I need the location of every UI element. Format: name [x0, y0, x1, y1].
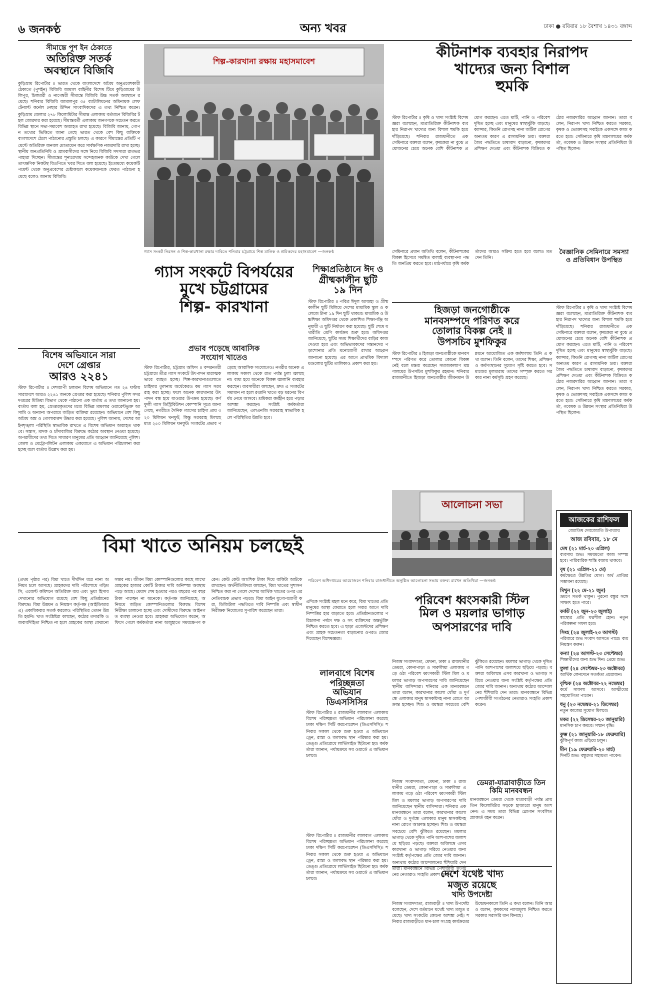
horoscope-text: নতুন কাজের সুযোগ মিলবে।	[560, 709, 609, 714]
article-holiday	[308, 266, 388, 528]
pesticide-side-body: সেমিনারে প্রধান অতিথি বলেন, কীটনাশকের বিকল্প হিসেবে সমন্বিত বালাই ব্যবস্থাপনা পদ্ধতি জনপ্রিয় করতে হবে। মাঠপর্যায়ে কৃষি কর্মকর্তাদের আরও সক্রিয় হতে হবে বলেও মত দেন তিনি।	[392, 250, 552, 268]
dengue-headline-line4: ডিএসসিসির	[326, 697, 368, 708]
horoscope-text: পরিবারে শুভ সংবাদ আসতে পারে। ব্যয় নিয়ন্ত্রণ করুন।	[560, 637, 628, 648]
gas-headline-line3: শিল্প- কারখানা	[179, 297, 269, 316]
horoscope-item	[560, 547, 628, 565]
horoscope-sign: সিংহ (২৪ জুলাই-২৩ আগস্ট)	[560, 631, 618, 636]
pesticide-body: স্টাফ রিপোর্টার ॥ কৃষি ও খাদ্য সংশ্লিষ্ট বিশেষজ্ঞরা বলেছেন, মাত্রাতিরিক্ত কীটনাশক ব্যবহার নিরাপদ খাদ্যের জন্য বিশাল হুমকি হয়ে দাঁড়িয়েছে। শনিবার রাজধানীতে এক সেমিনারে বক্তারা বলেন, কৃষকেরা না বুঝে প্রয়োজনের চেয়ে অনেক বেশি কীটনাশক প্রয়োগ করছেন। এতে মাটি, পানি ও পরিবেশ দূষিত হচ্ছে এবং মানুষের স্বাস্থ্যঝুঁকি বাড়ছে। ক্যান্সার, কিডনি রোগসহ নানা জটিল রোগের অন্যতম কারণ এ রাসায়নিক দ্রব্য। বক্তারা জৈব পদ্ধতিতে চাষাবাদ বাড়ানো, কৃষকদের প্রশিক্ষণ দেওয়া এবং কীটনাশক বিক্রিতে কঠোর নজরদারির আহ্বান জানান। তারা বলেন, নিরাপদ খাদ্য নিশ্চিত করতে সরকার, কৃষক ও ভোক্তাসহ সবাইকে একসঙ্গে কাজ করতে হবে। সেমিনারে কৃষি মন্ত্রণালয়ের কর্মকর্তা, গবেষক ও উন্নয়ন সংস্থার প্রতিনিধিরা উপস্থিত ছিলেন।	[392, 116, 632, 153]
page-number: ৬ জনকণ্ঠ	[18, 23, 61, 36]
article-drive	[18, 352, 140, 552]
rally-photo-graphic	[144, 44, 384, 247]
horoscope-item	[560, 652, 628, 664]
article-insurance	[18, 536, 388, 574]
dengue-headline-line1: লালবাগে বিশেষ	[319, 669, 375, 679]
horoscope-sign: ধনু (২৩ নভেম্বর-২১ ডিসেম্বর)	[560, 703, 619, 708]
horoscope-box	[556, 510, 632, 984]
holiday-headline-line1: শিক্ষাপ্রতিষ্ঠানে ঈদ ও	[312, 265, 384, 275]
food-headline-line2: মজুত রয়েছে	[447, 879, 497, 891]
horoscope-item	[560, 682, 628, 700]
dengue-body: স্টাফ রিপোর্টার ॥ রাজধানীর লালবাগ এলাকায় বিশেষ পরিচ্ছন্নতা অভিযান পরিচালনা করেছে ঢাকা দক্ষিণ সিটি করপোরেশন (ডিএসসিসি)। শনিবার সকাল থেকে শুরু হওয়া এ অভিযানে ড্রেন, রাস্তা ও জলাবদ্ধ স্থান পরিষ্কার করা হয়। ডেঙ্গু প্রতিরোধে লার্ভিসাইড ছিটানো হয়। কর্মকর্তারা জানান, পর্যায়ক্রমে সব ওয়ার্ডে এ অভিযান চলবে।	[306, 711, 388, 760]
pesticide-headline-line1: কীটনাশক ব্যবহার নিরাপদ	[436, 43, 588, 61]
steel-headline-line1: পরিবেশ ধ্বংসকারী স্টিল	[414, 593, 530, 607]
gas-subhead-line1: প্রভাব পড়েছে আবাসিক	[188, 344, 260, 353]
horoscope-sign: বৃষ (২১ এপ্রিল-২১ মে)	[560, 568, 606, 573]
steel-sidebar-body: মানববন্ধনে ডেমরা থেকে যাত্রাবাড়ী পর্যন্ত প্রায় তিন কিলোমিটার সড়কে হাজারো মানুষ অংশ নেন। এ সময় তারা বিভিন্ন স্লোগান সংবলিত প্ল্যাকার্ড বহন করেন।	[470, 797, 552, 822]
horoscope-item	[560, 667, 628, 679]
horoscope-sign: মিথুন (২২ মে-২১ জুন)	[560, 589, 606, 594]
horoscope-item	[560, 589, 628, 607]
pesticide-headline-line3: হুমকি	[495, 76, 529, 95]
steel-headline-line2: মিল ও ময়লার ভাগাড়	[419, 606, 525, 621]
insurance-body: (প্রথম পৃষ্ঠার পর) বিমা খাতে দীর্ঘদিন ধরে নানা অনিয়ম চলে আসছে। গ্রাহকদের দাবি পরিশোধে গড়িমসি, এজেন্ট কমিশনে অতিরিক্ত ব্যয় এবং ভুয়া হিসাব দেখানোর অভিযোগ রয়েছে বেশ কিছু প্রতিষ্ঠানের বিরুদ্ধে। বিমা উন্নয়ন ও নিয়ন্ত্রণ কর্তৃপক্ষ (আইডিআরএ) একাধিকবার সতর্ক করলেও পরিস্থিতির তেমন উন্নতি হয়নি। খাত সংশ্লিষ্টরা বলছেন, কঠোর তদারকি ও জবাবদিহিতা নিশ্চিত না হলে গ্রাহকের আস্থা ফেরানো সম্ভব নয়। জীবন বিমা কোম্পানিগুলোর কাছে লাখো গ্রাহকের হাজার কোটি টাকার দাবি অনিষ্পন্ন অবস্থায় পড়ে আছে। মেয়াদ শেষ হওয়ার পরও বছরের পর বছর টাকা পাচ্ছেন না অনেকে। কর্তৃপক্ষ জানিয়েছে, অনিয়মে জড়িত কোম্পানিগুলোর বিরুদ্ধে বিশেষ নিরীক্ষা চালানো হচ্ছে এবং দোষীদের বিরুদ্ধে আইনগত ব্যবস্থা নেওয়া হবে। গ্রাহকরা অভিযোগ করেন, অফিসে গেলে কর্মকর্তারা নানা অজুহাতে সময়ক্ষেপণ করেন। কেউ কেউ আংশিক টাকা দিয়ে বাকিটা আটকে রাখছেন। অর্থনীতিবিদরা বলছেন, বিমা খাতের সুশাসন নিশ্চিত করা না গেলে দেশের আর্থিক খাতের ওপর এর নেতিবাচক প্রভাব পড়বে। বিমা আইন যুগোপযোগী করা, ডিজিটাল পদ্ধতিতে দাবি নিষ্পত্তি এবং স্বাধীন নিরীক্ষক নিয়োগের সুপারিশ করেছেন তারা।	[18, 578, 302, 627]
horoscope-text: কর্মক্ষেত্রে উন্নতির যোগ। অর্থ প্রাপ্তির সম্ভাবনা রয়েছে।	[560, 574, 628, 585]
steel-sidebar	[470, 780, 552, 860]
horoscope-date: আজ রবিবার, ১৮ মে	[570, 537, 618, 543]
hijra-headline-line2: মানবসম্পদে পরিণত করে	[424, 315, 520, 327]
pesticide-continue: স্টাফ রিপোর্টার ॥ কৃষি ও খাদ্য সংশ্লিষ্ট বিশেষজ্ঞরা বলেছেন, মাত্রাতিরিক্ত কীটনাশক ব্যবহার নিরাপদ খাদ্যের জন্য বিশাল হুমকি হয়ে দাঁড়িয়েছে। শনিবার রাজধানীতে এক সেমিনারে বক্তারা বলেন, কৃষকেরা না বুঝে প্রয়োজনের চেয়ে অনেক বেশি কীটনাশক প্রয়োগ করছেন। এতে মাটি, পানি ও পরিবেশ দূষিত হচ্ছে এবং মানুষের স্বাস্থ্যঝুঁকি বাড়ছে। ক্যান্সার, কিডনি রোগসহ নানা জটিল রোগের অন্যতম কারণ এ রাসায়নিক দ্রব্য। বক্তারা জৈব পদ্ধতিতে চাষাবাদ বাড়ানো, কৃষকদের প্রশিক্ষণ দেওয়া এবং কীটনাশক বিক্রিতে কঠোর নজরদারির আহ্বান জানান। তারা বলেন, নিরাপদ খাদ্য নিশ্চিত করতে সরকার, কৃষক ও ভোক্তাসহ সবাইকে একসঙ্গে কাজ করতে হবে। সেমিনারে কৃষি মন্ত্রণালয়ের কর্মকর্তা, গবেষক ও উন্নয়ন সংস্থার প্রতিনিধিরা উপস্থিত ছিলেন।	[556, 306, 632, 417]
horoscope-item	[560, 631, 628, 649]
article-steel	[392, 594, 552, 660]
steel-headline-line3: অপসারণের দাবি	[432, 619, 512, 634]
issue-date: ঢাকা ● রবিবার ১৮ বৈশাখ ১৪৩১ বঙ্গাব্দ	[543, 24, 632, 30]
article-pesticide	[392, 44, 632, 114]
horoscope-sign: কর্কট (২২ জুন-২৩ জুলাই)	[560, 610, 613, 615]
drive-headline-line1: বিশেষ অভিযানে সারা	[42, 351, 116, 361]
horoscope-list	[560, 547, 628, 760]
holiday-headline-line2: গ্রীষ্মকালীন ছুটি	[318, 274, 378, 286]
horoscope-text: আর্থিক লেনদেনে সতর্কতা প্রয়োজন।	[560, 673, 623, 678]
drive-body: স্টাফ রিপোর্টার ॥ দেশব্যাপী চলমান বিশেষ অভিযানে গত ২৪ ঘণ্টায় সারাদেশে আরও ২২৪১ জনকে গ্রেপ্তার করা হয়েছে। শনিবার পুলিশ সদর দপ্তরের মিডিয়া বিভাগ থেকে পাঠানো এক বার্তায় এ তথ্য জানানো হয়। বার্তায় বলা হয়, গ্রেপ্তারকৃতদের মধ্যে বিভিন্ন মামলার ওয়ারেন্টভুক্ত আসামি ও অন্যান্য অপরাধে জড়িত ব্যক্তিরা রয়েছেন। অভিযানে বেশ কিছু অবৈধ অস্ত্র ও গোলাবারুদ উদ্ধার করা হয়েছে। পুলিশ জানায়, দেশের আইনশৃঙ্খলা পরিস্থিতি স্বাভাবিক রাখতে এ বিশেষ অভিযান অব্যাহত থাকবে। সন্ত্রাস, মাদক ও চাঁদাবাজির বিরুদ্ধে কঠোর অবস্থান নেওয়া হয়েছে। অপরাধীদের তথ্য দিতে সাধারণ মানুষের প্রতি আহ্বান জানিয়েছে পুলিশ। জেলা ও মেট্রোপলিটন এলাকায় একযোগে এ অভিযান পরিচালনা করা হচ্ছে বলে বার্তায় উল্লেখ করা হয়।	[18, 386, 140, 454]
divider-left-1	[18, 348, 140, 349]
horoscope-item	[560, 703, 628, 715]
rally-photo	[144, 44, 384, 247]
horoscope-title: আজকের রাশিফল	[560, 513, 628, 527]
dengue-headline-line3: অভিযান	[332, 688, 362, 699]
horoscope-text: কর্মে সাফল্য আসবে। আত্মীয়ের সহযোগিতা পাবেন।	[560, 688, 628, 699]
holiday-headline-line3: ১৯ দিন	[333, 285, 363, 297]
border-headline-line2: অবস্থানে বিজিবি	[44, 64, 114, 77]
horoscope-item	[560, 568, 628, 586]
horoscope-sign: তুলা (২৪ সেপ্টেম্বর-২৩ অক্টোবর)	[560, 667, 625, 672]
rally-banner-text: শিল্প-কারখানা রক্ষায় মহাসমাবেশ	[213, 57, 315, 66]
horoscope-text: স্বাস্থ্যের প্রতি যত্নশীল হোন। নতুন পরিকল্পনা সফল হবে।	[560, 616, 628, 627]
masthead-rule	[18, 40, 632, 41]
border-headline-line1: অতিরিক্ত সতর্ক	[46, 53, 112, 65]
article-border	[18, 44, 140, 346]
masthead	[18, 18, 632, 40]
article-dengue	[306, 600, 388, 830]
hijra-headline-line3: তোলার বিকল্প নেই ॥	[432, 326, 512, 338]
section-title: অন্য খবর	[299, 21, 347, 35]
pesticide-headline-line2: খাদ্যের জন্য বিশাল	[454, 59, 570, 78]
food-headline-line1: দেশে যথেষ্ট খাদ্য	[440, 869, 504, 880]
insurance-headline: বিমা খাতে অনিয়ম চলছেই	[102, 535, 304, 557]
insurance-body-continued: এদিকে সংশ্লিষ্ট মহল মনে করে, বিমা খাতের প্রতি মানুষের আস্থা ফেরাতে হলে সবার আগে দাবি নিষ্পত্তির হার বাড়াতে হবে। প্রতিষ্ঠানগুলোর পরিচালনা পর্ষদে দক্ষ ও সৎ ব্যক্তিদের অন্তর্ভুক্তি নিশ্চিত করতে হবে। এ ছাড়া এজেন্টদের প্রশিক্ষণ এবং গ্রাহক সচেতনতা বাড়ানোর ওপরও জোর দিয়েছেন বিশেষজ্ঞরা।	[306, 600, 388, 643]
horoscope-sign: মকর (২২ ডিসেম্বর-২০ জানুয়ারি)	[560, 718, 625, 723]
horoscope-sign: মেষ (২১ মার্চ-২০ এপ্রিল)	[560, 547, 610, 552]
hijra-headline-line1: হিজড়া জনগোষ্ঠীকে	[434, 305, 510, 316]
horoscope-sign: কন্যা (২৪ আগস্ট-২৩ সেপ্টেম্বর)	[560, 652, 623, 657]
horoscope-item	[560, 748, 628, 760]
holiday-body: স্টাফ রিপোর্টার ॥ পবিত্র ঈদুল আজহা ও গ্রীষ্মকালীন ছুটি মিলিয়ে দেশের মাধ্যমিক স্কুল ও কলেজে টানা ১৯ দিন ছুটি থাকবে। মাধ্যমিক ও উচ্চশিক্ষা অধিদপ্তর থেকে প্রকাশিত শিক্ষাপঞ্জি অনুযায়ী এ ছুটি নির্ধারণ করা হয়েছে। ছুটি শেষে যথারীতি শ্রেণি কার্যক্রম শুরু হবে। অধিদপ্তর জানিয়েছে, ছুটির সময় শিক্ষার্থীদের বাড়ির কাজ দেওয়া হবে এবং অভিভাবকদের সন্তানদের পড়াশোনার প্রতি মনোযোগী রাখার আহ্বান জানানো হয়েছে। এর আগে প্রাথমিক বিদ্যালয়গুলোর ছুটির তালিকাও প্রকাশ করা হয়।	[308, 299, 388, 367]
divider-food	[392, 866, 552, 867]
dengue-headline-line2: পরিচ্ছন্নতা	[329, 678, 365, 689]
food-body: নিজস্ব সংবাদদাতা, রাজবাড়ী ॥ খাদ্য উপদেষ্টা বলেছেন, দেশে বর্তমানে যথেষ্ট খাদ্য মজুত রয়েছে। খাদ্য সংকটের কোনো আশঙ্কা নেই। শনিবার রাজবাড়ীতে ধান-চাল সংগ্রহ কার্যক্রমের উদ্বোধনকালে তিনি এ কথা বলেন। তিনি আরও বলেন, কৃষকদের ন্যায্যমূল্য নিশ্চিত করতে সরকার সরাসরি ধান কিনছে।	[392, 901, 552, 926]
steel-body: নিজস্ব সংবাদদাতা, মেঘনা, ঢাকা ॥ রাজধানীর ডেমরা, কোনাপাড়া ও সারুলিয়া এলাকায় গড়ে ওঠা পরিবেশ ধ্বংসকারী স্টিল মিল ও ময়লার ভাগাড় অপসারণের দাবি জানিয়েছেন স্থানীয় বাসিন্দারা। শনিবার এক মানববন্ধনে তারা বলেন, কারখানার কালো ধোঁয়া ও দুর্গন্ধে এলাকার মানুষ শ্বাসকষ্টসহ নানা রোগে আক্রান্ত হচ্ছেন। শিশু ও বয়স্করা সবচেয়ে বেশি ঝুঁকিতে রয়েছেন। ময়লার ভাগাড় থেকে দূষিত পানি আশপাশের জলাশয়ে ছড়িয়ে পড়ছে। বক্তারা অবিলম্বে এসব কারখানা ও ভাগাড় সরিয়ে নেওয়ার জন্য সংশ্লিষ্ট কর্তৃপক্ষের প্রতি জোর দাবি জানান। অন্যথায় কঠোর আন্দোলনের হুঁশিয়ারি দেন তারা। মানববন্ধনে বিভিন্ন পেশাজীবী সংগঠনের নেতারাও সংহতি প্রকাশ করেন।	[392, 660, 552, 709]
hijra-body: স্টাফ রিপোর্টার ॥ হিজড়া জনগোষ্ঠীকে মানবসম্পদে পরিণত করে তোলার কোনো বিকল্প নেই বলে মন্তব্য করেছেন সমাজকল্যাণ মন্ত্রণালয়ের উপসচিব মুশফিকুর রহমান। শনিবার রাজধানীতে হিজড়া জনগোষ্ঠীর জীবনমান উন্নয়নে আয়োজিত এক কর্মশালায় তিনি এ কথা বলেন। তিনি বলেন, তাদের শিক্ষা, প্রশিক্ষণ ও কর্মসংস্থানের সুযোগ সৃষ্টি করতে হবে। সমাজের মূলধারায় তাদের সম্পৃক্ত করতে সরকার নানা কর্মসূচি গ্রহণ করেছে।	[392, 351, 552, 382]
horoscope-byline: জ্যোতিষ দেবজ্যোতি উপাধ্যায়	[568, 529, 620, 534]
meeting-caption: পরিবেশ অধিদপ্তরের আয়োজনে শনিবার রাজধানীতে অনুষ্ঠিত আলোচনা সভায় বক্তব্য রাখেন অতিথিরা —জনকণ্ঠ	[308, 578, 496, 583]
hijra-headline-line4: উপসচিব মুশফিকুর	[437, 336, 507, 348]
border-body: কুড়িগ্রাম রিপোর্টার ॥ ভারত থেকে বাংলাদেশে অবৈধ অনুপ্রবেশকারী ঠেকাতে (পুশইন) বিজিবি জামাল বাহিনীর বিশেষ টিমে কুড়িগ্রামের উলিপুর, চিলমারী ও নাগেশ্বরী সীমান্তে বিজিবি উচ্চ সতর্ক অবস্থানে রয়েছে। শনিবার বিজিবি জামালপুর ৩৫ ব্যাটালিয়নের অধিনায়ক লেফটেন্যান্ট কর্নেল নেছার উদ্দিন সাংবাদিকদের এ তথ্য নিশ্চিত করেন। কুড়িগ্রাম জেলার ২৭৮ কিলোমিটার সীমান্ত এলাকায় বর্তমানে বিজিবির টহল জোরদার করা হয়েছে। সীমান্তবর্তী এলাকায় জনগণকে সচেতন করতে বিভিন্ন স্থানে সভা-সমাবেশ অব্যাহত রাখা হয়েছে। বিজিবি জানায়, গোপন তথ্যের ভিত্তিতে জানা গেছে ভারত থেকে বেশ কিছু ব্যক্তিকে বাংলাদেশে ঠেলে পাঠানোর প্রস্তুতি চলছে। এ কারণে সীমান্তের প্রতিটি পয়েন্টে অতিরিক্ত জনবল মোতায়েন করে সার্বক্ষণিক নজরদারি রাখা হচ্ছে। স্থানীয় জনপ্রতিনিধি ও গ্রামবাসীদের সঙ্গে নিয়ে বিজিবি সদস্যরা রাতভর পাহারা দিচ্ছেন। সীমান্তের শূন্যরেখায় সন্দেহজনক কাউকে দেখা গেলে তাৎক্ষণিক নিকটস্থ বিওপিতে খবর দিতে বলা হয়েছে। ইতোমধ্যে কয়েকটি পয়েন্ট থেকে অনুপ্রবেশের চেষ্টাকালে কয়েকজনকে ফেরত পাঠানো হয়েছে বলেও জানায় বিজিবি।	[18, 81, 141, 180]
gas-headline-line2: মুখে চট্টগ্রামের	[179, 280, 269, 299]
steel-sidebar-line1: ডেমরা-যাত্রাবাড়ীতে তিন	[476, 779, 546, 787]
meeting-banner-text: আলোচনা সভা	[441, 500, 503, 511]
divider-right-1	[392, 302, 632, 303]
article-food	[392, 870, 552, 980]
border-kicker: সীমান্তে পুশ ইন ঠেকাতে	[46, 44, 112, 52]
horoscope-item	[560, 610, 628, 628]
horoscope-sign: মীন (১৯ ফেব্রুয়ারি-২০ মার্চ)	[560, 748, 616, 753]
dengue-body-continued: স্টাফ রিপোর্টার ॥ রাজধানীর লালবাগ এলাকায় বিশেষ পরিচ্ছন্নতা অভিযান পরিচালনা করেছে ঢাকা দক্ষিণ সিটি করপোরেশন (ডিএসসিসি)। শনিবার সকাল থেকে শুরু হওয়া এ অভিযানে ড্রেন, রাস্তা ও জলাবদ্ধ স্থান পরিষ্কার করা হয়। ডেঙ্গু প্রতিরোধে লার্ভিসাইড ছিটানো হয়। কর্মকর্তারা জানান, পর্যায়ক্রমে সব ওয়ার্ডে এ অভিযান চলবে।	[306, 834, 388, 883]
meeting-photo	[392, 490, 552, 576]
horoscope-item	[560, 718, 628, 730]
gas-headline-line1: গ্যাস সংকটে বিপর্যয়ের	[154, 263, 294, 281]
food-headline-line3: খাদ্য উপদেষ্টা	[451, 890, 493, 900]
horoscope-sign: বৃশ্চিক (২৪ অক্টোবর-২২ নভেম্বর)	[560, 682, 625, 687]
gas-subhead	[164, 344, 284, 362]
horoscope-item	[560, 733, 628, 745]
horoscope-text: শিক্ষার্থীদের জন্য শুভ দিন। প্রেমে শুভ।	[560, 658, 626, 663]
gas-subhead-line2: সংযোগ খাতেও	[200, 353, 248, 362]
rally-caption: গ্যাস সংকট নিরসন ও শিল্প-কারখানা রক্ষার দাবিতে শনিবার চট্টগ্রামে শিল্প মালিক ও শ্রমিকদের মহাসমাবেশ —জনকণ্ঠ	[144, 249, 335, 254]
divider-bottom	[18, 532, 388, 533]
gas-body: স্টাফ রিপোর্টার, চট্টগ্রাম অফিস ॥ বন্দরনগরী চট্টগ্রামে তীব্র গ্যাস সংকটে উৎপাদন মারাত্মকভাবে ব্যাহত হচ্ছে। শিল্প-কারখানাগুলোতে চাহিদার তুলনায় অর্ধেকেরও কম গ্যাস সরবরাহ করা হচ্ছে। ফলে অনেক কারখানার উৎপাদন বন্ধ হয়ে যাওয়ার উপক্রম হয়েছে। কর্ণফুলী গ্যাস ডিস্ট্রিবিউশন কোম্পানি সূত্রে জানা গেছে, নগরীতে দৈনিক গ্যাসের চাহিদা প্রায় ৩২০ মিলিয়ন ঘনফুট, কিন্তু সরবরাহ মিলছে মাত্র ২৫০ মিলিয়ন ঘনফুট। সংকটের প্রভাব পড়েছে আবাসিক সংযোগেও। নগরীর অনেক এলাকায় সকাল থেকে রাত পর্যন্ত চুলা জ্বলছে না। বাধ্য হয়ে অনেকে বিকল্প জ্বালানি ব্যবহার করছেন। ব্যবসায়ীরা বলছেন, দ্রুত এ সংকটের সমাধান না হলে রপ্তানি খাতে বড় ধরনের বিপর্যয় নেমে আসবে। শ্রমিকরা কর্মহীন হয়ে পড়ার আশঙ্কা করছেন। সংশ্লিষ্ট কর্মকর্তারা জানিয়েছেন, এলএনজি সরবরাহ স্বাভাবিক হলে পরিস্থিতির উন্নতি হবে।	[144, 366, 304, 427]
horoscope-text: ব্যবসায় শুভ। সময়মতো কাজ সম্পন্ন হবে। পারিবারিক শান্তি বজায় থাকবে।	[560, 553, 628, 564]
horoscope-text: ভ্রমণে সতর্ক থাকুন। পুরনো বন্ধুর সঙ্গে সাক্ষাৎ হতে পারে।	[560, 595, 628, 606]
steel-sidebar-line2: কিমি মানববন্ধন	[489, 786, 533, 795]
horoscope-text: ঝুঁকিপূর্ণ কাজ এড়িয়ে চলুন।	[560, 739, 607, 744]
drive-headline-line2: দেশে গ্রেপ্তার	[57, 360, 101, 371]
horoscope-text: মানসিক চাপ কমবে। সম্মান বৃদ্ধি।	[560, 724, 615, 729]
article-hijra	[392, 306, 552, 486]
steel-body-continued: নিজস্ব সংবাদদাতা, মেঘনা, ঢাকা ॥ রাজধানীর ডেমরা, কোনাপাড়া ও সারুলিয়া এলাকায় গড়ে ওঠা পরিবেশ ধ্বংসকারী স্টিল মিল ও ময়লার ভাগাড় অপসারণের দাবি জানিয়েছেন স্থানীয় বাসিন্দারা। শনিবার এক মানববন্ধনে তারা বলেন, কারখানার কালো ধোঁয়া ও দুর্গন্ধে এলাকার মানুষ শ্বাসকষ্টসহ নানা রোগে আক্রান্ত হচ্ছেন। শিশু ও বয়স্করা সবচেয়ে বেশি ঝুঁকিতে রয়েছেন। ময়লার ভাগাড় থেকে দূষিত পানি আশপাশের জলাশয়ে ছড়িয়ে পড়ছে। বক্তারা অবিলম্বে এসব কারখানা ও ভাগাড় সরিয়ে নেওয়ার জন্য সংশ্লিষ্ট কর্তৃপক্ষের প্রতি জোর দাবি জানান। অন্যথায় কঠোর আন্দোলনের হুঁশিয়ারি দেন তারা। মানববন্ধনে বিভিন্ন পেশাজীবী সংগঠনের নেতারাও সংহতি প্রকাশ করেন।	[392, 780, 466, 879]
pesticide-side-headline: বৈজ্ঞানিক সেমিনারে সমস্যা ও প্রতিবিধান উপস্থিত	[559, 248, 629, 264]
drive-headline-line3: আরও ২২৪১	[49, 370, 109, 384]
pesticide-sidebar	[556, 248, 632, 298]
horoscope-text: দিনটি শুভ। বন্ধুদের সহায়তা পাবেন।	[560, 754, 622, 759]
horoscope-sign: কুম্ভ (২১ জানুয়ারি-১৮ ফেব্রুয়ারি)	[560, 733, 626, 738]
